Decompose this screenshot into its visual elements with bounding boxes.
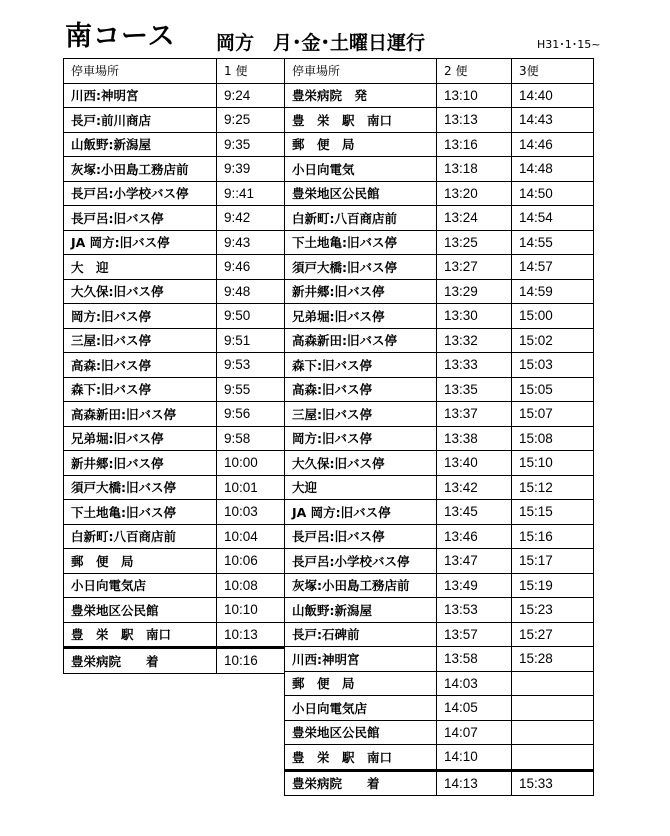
table-row xyxy=(285,475,594,500)
departure-time-cell: 13:10 xyxy=(437,83,512,108)
stop-name-cell: 兄弟堀:旧バス停 xyxy=(285,304,437,329)
table-row xyxy=(64,230,285,255)
stop-name-cell: 長戸呂:旧バス停 xyxy=(64,206,217,231)
departure-time-cell: 15:19 xyxy=(512,573,594,598)
departure-time-cell: 15:17 xyxy=(512,549,594,574)
table-row xyxy=(285,230,594,255)
departure-time-cell: 13:38 xyxy=(437,426,512,451)
departure-time-cell: 13:47 xyxy=(437,549,512,574)
departure-time-cell: 10:08 xyxy=(217,573,285,598)
table-row xyxy=(285,549,594,574)
stop-name-cell: 岡方:旧バス停 xyxy=(64,304,217,329)
stop-name-cell: 高森:旧バス停 xyxy=(64,353,217,378)
stop-name-cell: 小日向電気店 xyxy=(285,696,437,721)
stop-name-cell: 下土地亀:旧バス停 xyxy=(64,500,217,525)
column-header-trip-3: 3便 xyxy=(512,59,594,84)
stop-name-cell: 高森:旧バス停 xyxy=(285,377,437,402)
stop-name-cell: 長戸呂:小学校バス停 xyxy=(285,549,437,574)
departure-time-cell: 9:43 xyxy=(217,230,285,255)
stop-name-cell: 兄弟堀:旧バス停 xyxy=(64,426,217,451)
table-row xyxy=(285,328,594,353)
departure-time-cell: 13:25 xyxy=(437,230,512,255)
departure-time-cell: 14:10 xyxy=(437,745,512,771)
departure-time-cell: 13:16 xyxy=(437,132,512,157)
table-row xyxy=(64,524,285,549)
departure-time-cell: 15:16 xyxy=(512,524,594,549)
stop-name-cell: 高森新田:旧バス停 xyxy=(64,402,217,427)
departure-time-cell: 9:50 xyxy=(217,304,285,329)
table-row xyxy=(285,402,594,427)
table-row xyxy=(285,279,594,304)
departure-time-cell: 13:30 xyxy=(437,304,512,329)
timetable-left xyxy=(63,58,285,674)
table-row xyxy=(64,108,285,133)
table-row xyxy=(64,353,285,378)
column-header-stop: 停車場所 xyxy=(285,59,437,84)
table-row xyxy=(64,377,285,402)
departure-time-cell: 14:55 xyxy=(512,230,594,255)
stop-name-cell: 大久保:旧バス停 xyxy=(285,451,437,476)
departure-time-cell: 14:48 xyxy=(512,157,594,182)
departure-time-cell: 9:42 xyxy=(217,206,285,231)
stop-name-cell: 川西:神明宮 xyxy=(285,647,437,672)
stop-name-cell: 三屋:旧バス停 xyxy=(285,402,437,427)
table-header-row xyxy=(285,59,594,84)
departure-time-cell: 14:50 xyxy=(512,181,594,206)
stop-name-cell: 豊栄地区公民館 xyxy=(285,720,437,745)
table-row xyxy=(285,157,594,182)
departure-time-cell xyxy=(512,671,594,696)
departure-time-cell: 9:25 xyxy=(217,108,285,133)
stop-name-cell: 灰塚:小田島工務店前 xyxy=(64,157,217,182)
table-row xyxy=(64,475,285,500)
departure-time-cell: 15:15 xyxy=(512,500,594,525)
departure-time-cell: 15:05 xyxy=(512,377,594,402)
stop-name-cell: 山飯野:新潟屋 xyxy=(64,132,217,157)
table-row xyxy=(64,402,285,427)
table-row xyxy=(64,648,285,674)
departure-time-cell xyxy=(512,720,594,745)
stop-name-cell: 山飯野:新潟屋 xyxy=(285,598,437,623)
departure-time-cell xyxy=(512,745,594,771)
departure-time-cell: 13:40 xyxy=(437,451,512,476)
departure-time-cell: 10:10 xyxy=(217,598,285,623)
table-row xyxy=(64,451,285,476)
departure-time-cell: 13:46 xyxy=(437,524,512,549)
stop-name-cell: 大 迎 xyxy=(64,255,217,280)
table-row xyxy=(285,770,594,796)
table-row xyxy=(285,255,594,280)
departure-time-cell: 15:07 xyxy=(512,402,594,427)
table-row xyxy=(64,549,285,574)
stop-name-cell: 新井郷:旧バス停 xyxy=(64,451,217,476)
departure-time-cell: 10:16 xyxy=(217,648,285,674)
stop-name-cell: 大迎 xyxy=(285,475,437,500)
table-row xyxy=(285,671,594,696)
table-row xyxy=(285,598,594,623)
table-row xyxy=(285,451,594,476)
departure-time-cell: 13:27 xyxy=(437,255,512,280)
departure-time-cell: 9:24 xyxy=(217,83,285,108)
stop-name-cell: JA 岡方:旧バス停 xyxy=(285,500,437,525)
departure-time-cell: 13:53 xyxy=(437,598,512,623)
table-row xyxy=(285,132,594,157)
departure-time-cell: 13:33 xyxy=(437,353,512,378)
table-row xyxy=(285,426,594,451)
stop-name-cell: 岡方:旧バス停 xyxy=(285,426,437,451)
table-row xyxy=(64,304,285,329)
departure-time-cell: 13:49 xyxy=(437,573,512,598)
departure-time-cell: 10:00 xyxy=(217,451,285,476)
departure-time-cell: 13:24 xyxy=(437,206,512,231)
table-row xyxy=(64,598,285,623)
stop-name-cell: JA 岡方:旧バス停 xyxy=(64,230,217,255)
departure-time-cell: 15:10 xyxy=(512,451,594,476)
departure-time-cell: 14:54 xyxy=(512,206,594,231)
stop-name-cell: 灰塚:小田島工務店前 xyxy=(285,573,437,598)
course-title: 南コース xyxy=(65,21,176,52)
departure-time-cell: 13:35 xyxy=(437,377,512,402)
departure-time-cell: 14:07 xyxy=(437,720,512,745)
stop-name-cell: 長戸:石碑前 xyxy=(285,622,437,647)
departure-time-cell: 9::41 xyxy=(217,181,285,206)
departure-time-cell: 9:53 xyxy=(217,353,285,378)
column-header-stop: 停車場所 xyxy=(64,59,217,84)
stop-name-cell: 森下:旧バス停 xyxy=(64,377,217,402)
table-row xyxy=(64,622,285,648)
departure-time-cell: 15:03 xyxy=(512,353,594,378)
departure-time-cell: 15:00 xyxy=(512,304,594,329)
departure-time-cell: 10:06 xyxy=(217,549,285,574)
table-row xyxy=(285,500,594,525)
departure-time-cell: 14:05 xyxy=(437,696,512,721)
table-row xyxy=(285,353,594,378)
stop-name-cell: 須戸大橋:旧バス停 xyxy=(64,475,217,500)
departure-time-cell: 13:20 xyxy=(437,181,512,206)
page-header xyxy=(0,0,670,60)
table-row xyxy=(285,573,594,598)
departure-time-cell: 15:08 xyxy=(512,426,594,451)
stop-name-cell: 白新町:八百商店前 xyxy=(285,206,437,231)
departure-time-cell: 15:33 xyxy=(512,770,594,796)
table-header-row xyxy=(64,59,285,84)
departure-time-cell: 13:29 xyxy=(437,279,512,304)
departure-time-cell: 13:57 xyxy=(437,622,512,647)
departure-time-cell: 15:02 xyxy=(512,328,594,353)
table-row xyxy=(64,279,285,304)
table-row xyxy=(285,83,594,108)
departure-time-cell: 9:35 xyxy=(217,132,285,157)
table-row xyxy=(285,745,594,771)
departure-time-cell: 13:18 xyxy=(437,157,512,182)
departure-time-cell: 14:57 xyxy=(512,255,594,280)
table-row xyxy=(64,206,285,231)
departure-time-cell: 9:48 xyxy=(217,279,285,304)
table-row xyxy=(64,426,285,451)
stop-name-cell: 川西:神明宮 xyxy=(64,83,217,108)
stop-name-cell: 下土地亀:旧バス停 xyxy=(285,230,437,255)
table-row xyxy=(64,255,285,280)
stop-name-cell: 郵 便 局 xyxy=(285,671,437,696)
stop-name-cell: 豊 栄 駅 南口 xyxy=(285,745,437,771)
departure-time-cell xyxy=(512,696,594,721)
departure-time-cell: 10:13 xyxy=(217,622,285,648)
departure-time-cell: 9:46 xyxy=(217,255,285,280)
stop-name-cell: 豊栄地区公民館 xyxy=(64,598,217,623)
departure-time-cell: 10:03 xyxy=(217,500,285,525)
stop-name-cell: 長戸呂:小学校バス停 xyxy=(64,181,217,206)
stop-name-cell: 豊栄病院 着 xyxy=(285,770,437,796)
stop-name-cell: 高森新田:旧バス停 xyxy=(285,328,437,353)
effective-date: H31･1･15~ xyxy=(537,38,601,51)
stop-name-cell: 須戸大橋:旧バス停 xyxy=(285,255,437,280)
timetable-right xyxy=(284,58,594,796)
departure-time-cell: 10:04 xyxy=(217,524,285,549)
stop-name-cell: 郵 便 局 xyxy=(285,132,437,157)
stop-name-cell: 豊 栄 駅 南口 xyxy=(285,108,437,133)
table-row xyxy=(285,377,594,402)
departure-time-cell: 14:40 xyxy=(512,83,594,108)
stop-name-cell: 森下:旧バス停 xyxy=(285,353,437,378)
stop-name-cell: 豊 栄 駅 南口 xyxy=(64,622,217,648)
stop-name-cell: 小日向電気店 xyxy=(64,573,217,598)
table-row xyxy=(64,181,285,206)
stop-name-cell: 小日向電気 xyxy=(285,157,437,182)
stop-name-cell: 三屋:旧バス停 xyxy=(64,328,217,353)
departure-time-cell: 9:58 xyxy=(217,426,285,451)
departure-time-cell: 9:51 xyxy=(217,328,285,353)
stop-name-cell: 長戸呂:旧バス停 xyxy=(285,524,437,549)
table-row xyxy=(285,108,594,133)
departure-time-cell: 15:12 xyxy=(512,475,594,500)
table-row xyxy=(285,622,594,647)
stop-name-cell: 郵 便 局 xyxy=(64,549,217,574)
departure-time-cell: 9:56 xyxy=(217,402,285,427)
stop-name-cell: 豊栄病院 発 xyxy=(285,83,437,108)
departure-time-cell: 13:13 xyxy=(437,108,512,133)
departure-time-cell: 13:42 xyxy=(437,475,512,500)
departure-time-cell: 9:39 xyxy=(217,157,285,182)
departure-time-cell: 15:23 xyxy=(512,598,594,623)
table-row xyxy=(285,647,594,672)
departure-time-cell: 14:46 xyxy=(512,132,594,157)
table-row xyxy=(64,157,285,182)
departure-time-cell: 15:28 xyxy=(512,647,594,672)
table-row xyxy=(285,304,594,329)
table-row xyxy=(285,206,594,231)
stop-name-cell: 大久保:旧バス停 xyxy=(64,279,217,304)
departure-time-cell: 9:55 xyxy=(217,377,285,402)
stop-name-cell: 豊栄地区公民館 xyxy=(285,181,437,206)
departure-time-cell: 14:03 xyxy=(437,671,512,696)
departure-time-cell: 13:58 xyxy=(437,647,512,672)
table-row xyxy=(64,132,285,157)
departure-time-cell: 10:01 xyxy=(217,475,285,500)
table-row xyxy=(285,524,594,549)
table-row xyxy=(285,720,594,745)
departure-time-cell: 14:59 xyxy=(512,279,594,304)
table-row xyxy=(285,181,594,206)
column-header-trip-1: 1 便 xyxy=(217,59,285,84)
departure-time-cell: 15:27 xyxy=(512,622,594,647)
table-row xyxy=(64,328,285,353)
departure-time-cell: 13:45 xyxy=(437,500,512,525)
departure-time-cell: 14:13 xyxy=(437,770,512,796)
operation-days: 岡方 月･金･土曜日運行 xyxy=(216,32,426,54)
departure-time-cell: 13:32 xyxy=(437,328,512,353)
table-row xyxy=(64,500,285,525)
table-row xyxy=(64,83,285,108)
stop-name-cell: 長戸:前川商店 xyxy=(64,108,217,133)
table-row xyxy=(64,573,285,598)
table-row xyxy=(285,696,594,721)
stop-name-cell: 白新町:八百商店前 xyxy=(64,524,217,549)
departure-time-cell: 13:37 xyxy=(437,402,512,427)
departure-time-cell: 14:43 xyxy=(512,108,594,133)
stop-name-cell: 豊栄病院 着 xyxy=(64,648,217,674)
stop-name-cell: 新井郷:旧バス停 xyxy=(285,279,437,304)
column-header-trip-2: 2 便 xyxy=(437,59,512,84)
